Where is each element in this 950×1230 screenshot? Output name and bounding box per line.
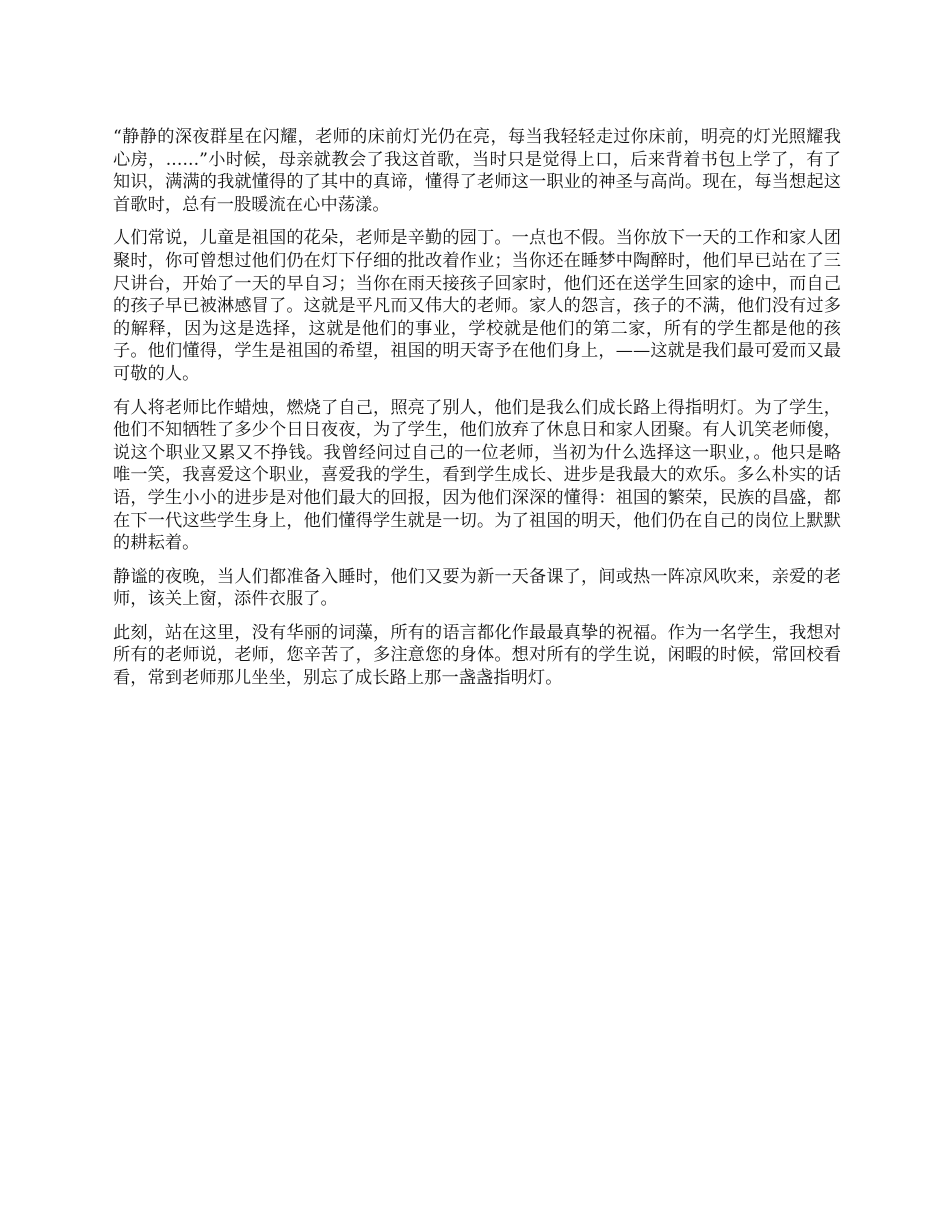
paragraph-5: 此刻，站在这里，没有华丽的词藻，所有的语言都化作最最真挚的祝福。作为一名学生，我想对所有的老师说，老师，您辛苦了，多注意您的身体。想对所有的学生说，闲暇的时候，常回校看看，常到老师那儿坐坐，别忘了成长路上那一盏盏指明灯。: [113, 622, 841, 689]
document-page: [113, 126, 841, 701]
paragraph-3: 有人将老师比作蜡烛，燃烧了自己，照亮了别人，他们是我么们成长路上得指明灯。为了学生，他们不知牺牲了多少个日日夜夜，为了学生，他们放弃了休息日和家人团聚。有人讥笑老师傻，说这个职业又累又不挣钱。我曾经问过自己的一位老师，当初为什么选择这一职业，。他只是略唯一笑，我喜爱这个职业，喜爱我的学生，看到学生成长、进步是我最大的欢乐。多么朴实的话语，学生小小的进步是对他们最大的回报，因为他们深深的懂得：祖国的繁荣，民族的昌盛，都在下一代这些学生身上，他们懂得学生就是一切。为了祖国的明天，他们仍在自己的岗位上默默的耕耘着。: [113, 397, 841, 554]
paragraph-2: 人们常说，儿童是祖国的花朵，老师是辛勤的园丁。一点也不假。当你放下一天的工作和家人团聚时，你可曾想过他们仍在灯下仔细的批改着作业；当你还在睡梦中陶醉时，他们早已站在了三尺讲台，开始了一天的早自习；当你在雨天接孩子回家时，他们还在送学生回家的途中，而自己的孩子早已被淋感冒了。这就是平凡而又伟大的老师。家人的怨言，孩子的不满，他们没有过多的解释，因为这是选择，这就是他们的事业，学校就是他们的第二家，所有的学生都是他的孩子。他们懂得，学生是祖国的希望，祖国的明天寄予在他们身上，——这就是我们最可爱而又最可敬的人。: [113, 228, 841, 384]
paragraph-1: “静静的深夜群星在闪耀，老师的床前灯光仍在亮，每当我轻轻走过你床前，明亮的灯光照耀我心房，......”小时候，母亲就教会了我这首歌，当时只是觉得上口，后来背着书包上学了，有了知识，满满的我就懂得的了其中的真谛，懂得了老师这一职业的神圣与高尚。现在，每当想起这首歌时，总有一股暖流在心中荡漾。: [113, 127, 841, 215]
paragraph-4: 静谧的夜晚，当人们都准备入睡时，他们又要为新一天备课了，间或热一阵凉风吹来，亲爱的老师，该关上窗，添件衣服了。: [113, 566, 841, 610]
